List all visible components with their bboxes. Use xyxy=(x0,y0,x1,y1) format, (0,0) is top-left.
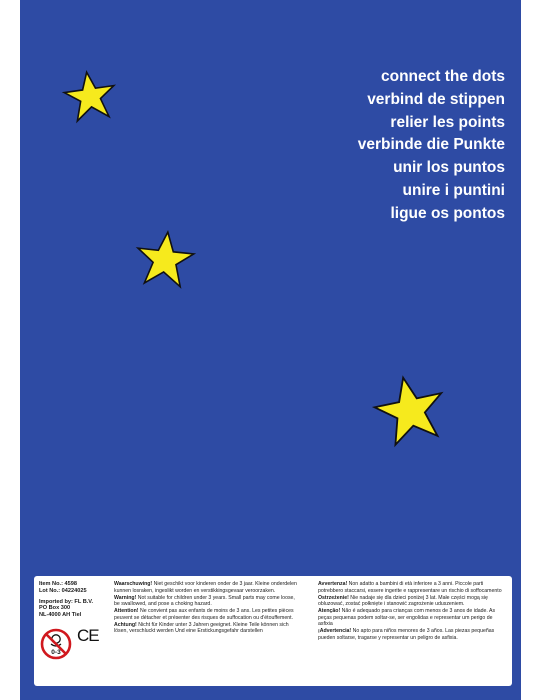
warning-text: Niet geschikt voor kinderen onder de 3 jaar. Kleine onderdelen kunnen losraken, ingeslikt worden en verstikkingsgevaar veroorzaken. xyxy=(114,581,297,594)
warning-text: Nicht für Kinder unter 3 Jahren geeignet. Kleine Teile können sich lösen, verschluckt werden Und eine Erstickungsgefahr darstellen xyxy=(114,621,289,634)
warning-text: Não é adequado para crianças com menos de 3 anos de idade. As peças pequenas podem soltar-se, ser engolidas e representar um perigo de asfixia xyxy=(318,608,496,627)
ce-mark-icon: CE xyxy=(77,626,99,645)
age-warning-icon xyxy=(40,628,72,660)
warning-text: Non adatto a bambini di età inferiore a 3 anni. Piccole parti potrebbero staccarsi, essere ingerite e rappresentare un rischio di soffocamento xyxy=(318,581,502,594)
lot-number: Lot No.: 04224025 xyxy=(39,587,87,594)
warning-text: Not suitable for children under 3 years. Small parts may come loose, be swallowed, and pose a choking hazard. xyxy=(114,594,295,607)
title-line: ligue os pontos xyxy=(390,204,505,222)
safety-label-box xyxy=(34,576,512,686)
title-line: relier les points xyxy=(390,113,505,131)
warning-label: ¡Advertencia! xyxy=(318,628,352,634)
star-icon xyxy=(58,68,122,124)
star-shape xyxy=(62,69,118,123)
title-list xyxy=(358,66,505,226)
warning-label: Warning! xyxy=(114,594,137,601)
warning-column-left xyxy=(114,581,302,635)
item-number: Item No.: 4598 xyxy=(39,581,77,587)
star-shape xyxy=(370,371,450,448)
warning-paragraph xyxy=(318,628,508,641)
star-icon xyxy=(130,226,200,292)
title-line: verbinde die Punkte xyxy=(357,136,505,154)
warning-paragraph xyxy=(318,608,508,628)
warning-label: Avvertenza! xyxy=(318,581,348,587)
warning-text: Ne convient pas aux enfants de moins de 3 ans. Les petites pièces peuvent se détacher et présenter des risques de suffocation ou d'étouffement. xyxy=(114,608,294,621)
warning-paragraph xyxy=(114,608,302,621)
warning-label: Achtung! xyxy=(114,621,137,628)
title-line: unir los puntos xyxy=(393,159,505,177)
title-line: verbind de stippen xyxy=(367,90,505,108)
star-icon xyxy=(370,370,450,450)
importer-name: Imported by: FL B.V. xyxy=(39,598,94,605)
star-shape xyxy=(134,229,195,288)
warning-text: No apto para niños menores de 3 años. Las piezas pequeñas pueden soltarse, tragarse y representar un peligro de asfixia. xyxy=(318,628,495,641)
title-line: unire i puntini xyxy=(402,181,505,199)
warning-paragraph xyxy=(114,622,302,635)
product-info xyxy=(39,581,109,619)
warning-text: Nie nadaje się dla dzieci poniżej 3 lat. Małe części mogą się obluzować, zostać połknięte i stanowić zagrożenie uduszeniem. xyxy=(318,594,488,607)
warning-label: Waarschuwing! xyxy=(114,581,153,587)
warning-paragraph xyxy=(114,581,302,594)
warning-paragraph xyxy=(318,581,508,594)
warning-column-right xyxy=(318,581,508,642)
age-badge-text: 0-3 xyxy=(51,649,61,656)
warning-paragraph xyxy=(114,595,302,608)
warning-paragraph xyxy=(318,595,508,608)
importer-po-box: PO Box 300 xyxy=(39,605,71,612)
title-line: connect the dots xyxy=(380,68,505,85)
warning-label: Attention! xyxy=(114,608,139,614)
warning-label: Atenção! xyxy=(318,608,341,614)
warning-label: Ostrzeżenie! xyxy=(318,594,349,601)
certification-badges xyxy=(40,628,110,662)
importer-city: NL-4000 AH Tiel xyxy=(39,612,82,619)
